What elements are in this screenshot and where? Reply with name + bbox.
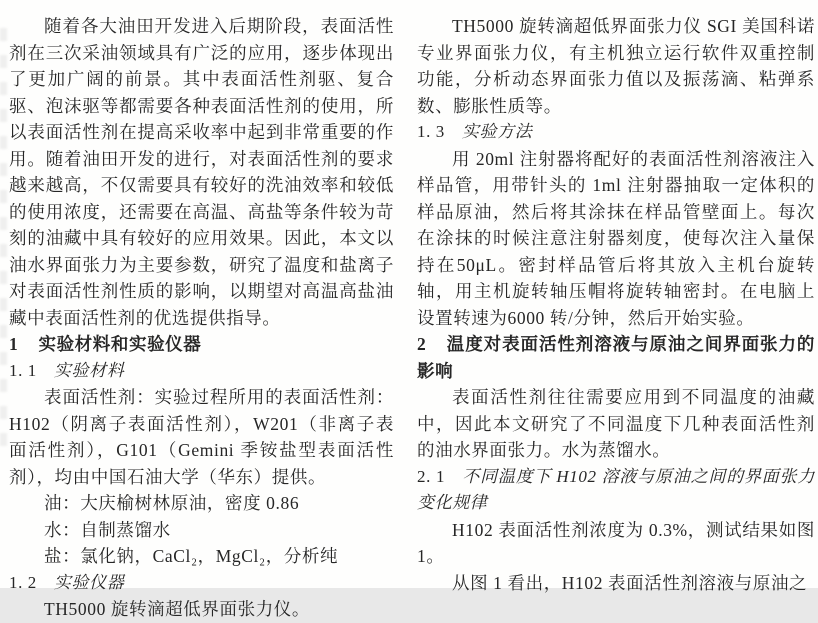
surfactants-paragraph: 表面活性剂：实验过程所用的表面活性剂：H102（阴离子表面活性剂），W201（非离子表面活性剂），G101（Gemini 季铵盐型表面活性剂），均由中国石油大学（华东）提供。: [9, 387, 394, 487]
salt-item: 盐：氯化钠，CaCl₂，MgCl₂，分析纯: [44, 546, 339, 566]
section-2-heading: [417, 331, 815, 384]
section-title: 实验材料和实验仪器: [38, 334, 202, 354]
subsection-number: 1. 2: [9, 572, 37, 592]
subsection-number: 1. 3: [417, 122, 445, 141]
intro-paragraph: 随着各大油田开发进入后期阶段，表面活性剂在三次采油领域具有广泛的应用，逐步体现出了更加广阔的前景。其中表面活性剂驱、复合驱、泡沫驱等都需要各种表面活性剂的使用，所以表面活性剂在提高采收率中起到非常重要的作用。随着油田开发的进行，对表面活性剂的要求越来越高，不仅需要具有较好的洗油效率和较低的使用浓度，还需要在高温、高盐等条件较为苛刻的油藏中具有较好的应用效果。因此，本文以油水界面张力为主要参数，研究了温度和盐离子对表面活性剂性质的影响，以期望对高温高盐油藏中表面活性剂的优选提供指导。: [9, 16, 394, 328]
instrument-description-paragraph: TH5000 旋转滴超低界面张力仪 SGI 美国科诺专业界面张力仪，有主机独立运行软件双重控制功能，分析动态界面张力值以及振荡滴、粘弹系数、膨胀性质等。: [417, 16, 815, 116]
figure1-discussion-paragraph: 从图 1 看出，H102 表面活性剂溶液与原油之: [452, 572, 808, 593]
section-1-heading: [9, 331, 394, 358]
subsection-number: 1. 1: [9, 360, 37, 380]
instrument-paragraph: TH5000 旋转滴超低界面张力仪。: [44, 599, 311, 619]
h102-concentration-paragraph: H102 表面活性剂浓度为 0.3%，测试结果如图 1。: [417, 519, 815, 566]
subsection-1-2-heading: [9, 570, 394, 597]
subsection-title: 不同温度下 H102 溶液与原油之间的界面张力变化规律: [417, 466, 816, 512]
method-paragraph: 用 20ml 注射器将配好的表面活性剂溶液注入样品管，用带针头的 1ml 注射器抽取一定体积的样品原油，然后将其涂抹在样品管壁面上。每次在涂抹的时候注意注射器刻度，使每次注入量保持在50μL。密封样品管后将其放入主机台旋转轴，用主机旋转轴压帽将旋转轴密封。在电脑上设置转速为6000 转/分钟，然后开始实验。: [417, 148, 815, 328]
scan-artifact: [0, 28, 7, 458]
water-item: 水：自制蒸馏水: [44, 519, 171, 540]
subsection-number: 2. 1: [417, 466, 446, 486]
right-column: [417, 13, 815, 596]
subsection-title: 实验方法: [461, 122, 533, 141]
subsection-title: 实验仪器: [53, 572, 125, 592]
section-number: 2: [417, 334, 427, 354]
left-column: [9, 13, 394, 623]
temperature-intro-paragraph: 表面活性剂往往需要应用到不同温度的油藏中，因此本文研究了不同温度下几种表面活性剂的油水界面张力。水为蒸馏水。: [417, 387, 815, 460]
section-number: 1: [9, 334, 19, 354]
oil-item: 油：大庆榆树林原油，密度 0.86: [44, 493, 300, 513]
subsection-2-1-heading: [417, 464, 815, 517]
section-title: 温度对表面活性剂溶液与原油之间界面张力的影响: [417, 334, 815, 381]
subsection-1-1-heading: [9, 358, 394, 385]
subsection-1-3-heading: [417, 119, 815, 146]
subsection-title: 实验材料: [53, 360, 125, 380]
